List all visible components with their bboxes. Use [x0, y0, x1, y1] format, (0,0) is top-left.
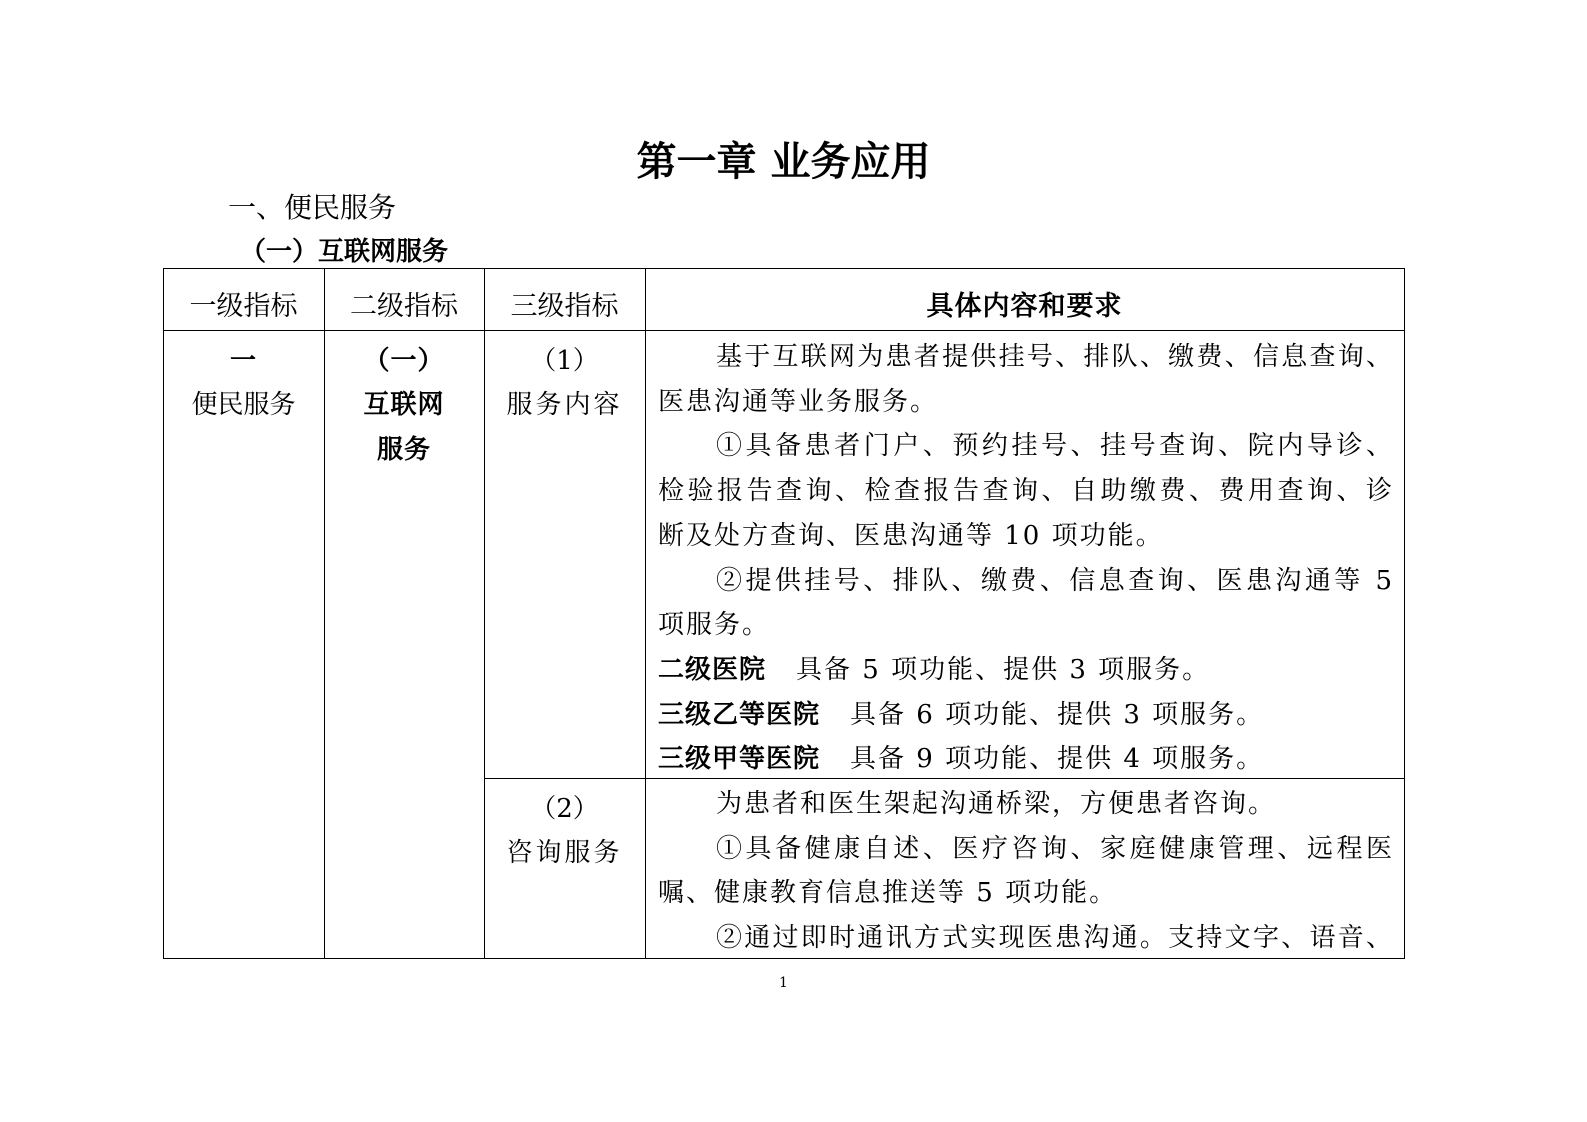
- content-line: 医患沟通等业务服务。: [658, 386, 939, 417]
- level3-name: 咨询服务: [506, 838, 623, 868]
- subsection-heading: （一）互联网服务: [240, 237, 449, 267]
- grade-requirement: [658, 653, 1210, 687]
- content-line: 断及处方查询、医患沟通等 10 项功能。: [658, 520, 1164, 551]
- section-heading: 一、便民服务: [228, 191, 397, 224]
- header-level1: 一级指标: [189, 291, 298, 322]
- content-line: ②通过即时通讯方式实现医患沟通。支持文字、语音、: [716, 923, 1394, 954]
- header-level3: 三级指标: [510, 291, 619, 322]
- level3-name: 服务内容: [506, 390, 623, 420]
- grade-label: 三级乙等医院: [658, 699, 821, 730]
- grade-label: 三级甲等医院: [658, 744, 821, 775]
- table-border-bottom: [163, 958, 1405, 959]
- header-level2: 二级指标: [350, 291, 458, 322]
- grade-requirement: [658, 742, 1264, 776]
- grade-label: 二级医院: [658, 654, 767, 685]
- grade-text: 具备 9 项功能、提供 4 项服务。: [850, 744, 1265, 775]
- page-number: 1: [779, 975, 788, 991]
- header-divider: [163, 330, 1405, 331]
- grade-text: 具备 6 项功能、提供 3 项服务。: [850, 699, 1265, 730]
- grade-text: 具备 5 项功能、提供 3 项服务。: [796, 654, 1211, 685]
- level1-number: 一: [229, 346, 257, 376]
- level2-name-line2: 服务: [376, 435, 431, 465]
- column-divider: [1404, 268, 1405, 959]
- content-line: 项服务。: [658, 610, 771, 641]
- content-line: ①具备健康自述、医疗咨询、家庭健康管理、远程医: [716, 833, 1394, 864]
- content-line: ②提供挂号、排队、缴费、信息查询、医患沟通等 5: [716, 565, 1394, 596]
- row-divider: [484, 778, 1405, 779]
- page-title: 第一章 业务应用: [636, 139, 931, 185]
- content-line: 为患者和医生架起沟通桥梁，方便患者咨询。: [716, 789, 1277, 819]
- grade-requirement: [658, 698, 1264, 732]
- level1-name: 便民服务: [191, 390, 296, 420]
- level2-name-line1: 互联网: [363, 390, 445, 420]
- table-border-top: [163, 268, 1405, 269]
- content-line: 检验报告查询、检查报告查询、自助缴费、费用查询、诊: [658, 476, 1394, 507]
- content-line: 嘱、健康教育信息推送等 5 项功能。: [658, 878, 1118, 909]
- header-content: 具体内容和要求: [926, 291, 1123, 322]
- level3-number: （2）: [530, 794, 599, 824]
- level3-number: （1）: [530, 346, 599, 376]
- level2-number: （一）: [363, 346, 445, 376]
- column-divider: [645, 268, 646, 959]
- content-line: 基于互联网为患者提供挂号、排队、缴费、信息查询、: [716, 342, 1394, 372]
- content-line: ①具备患者门户、预约挂号、挂号查询、院内导诊、: [716, 431, 1394, 462]
